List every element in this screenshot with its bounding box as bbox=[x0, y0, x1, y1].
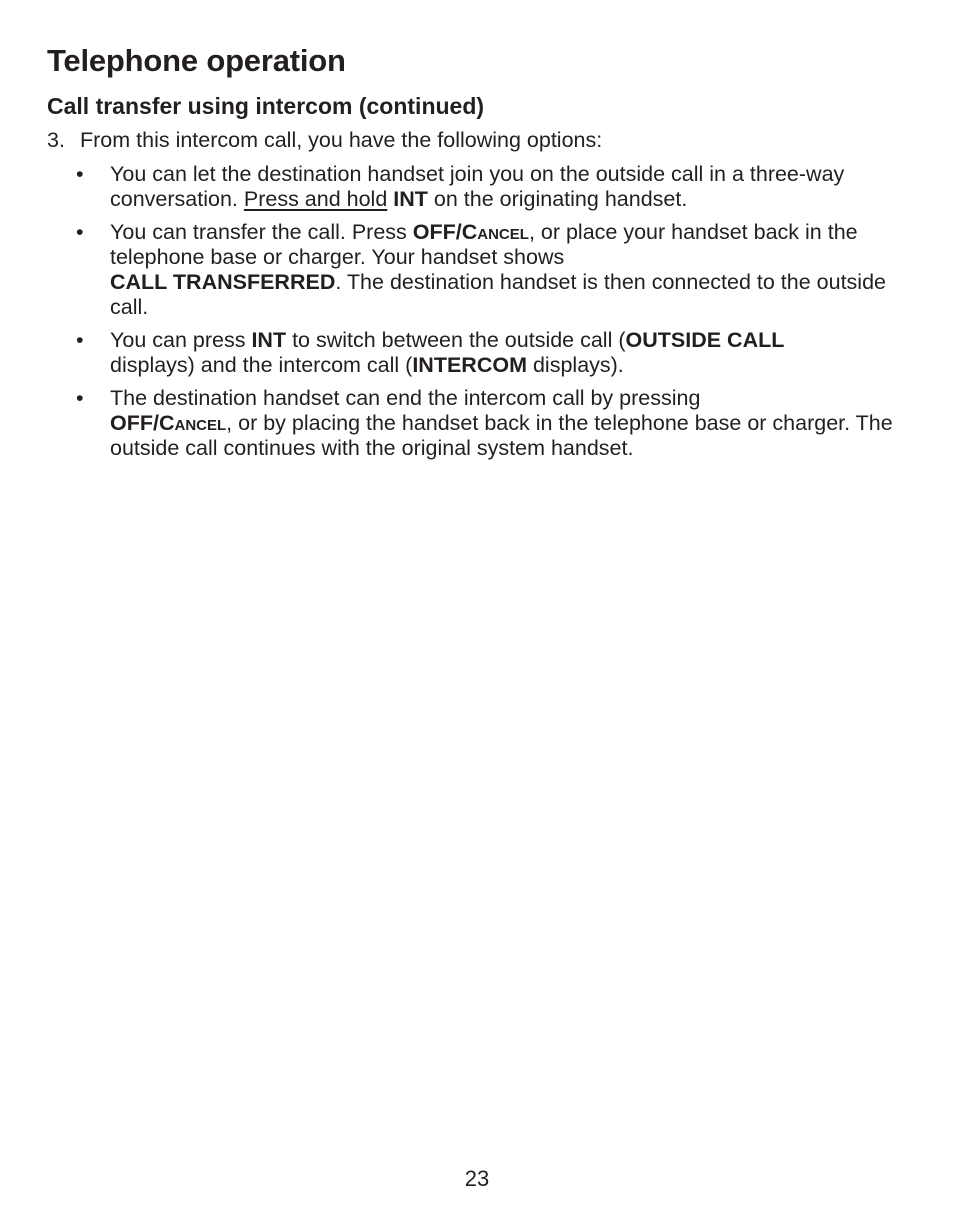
bullet-icon: • bbox=[76, 328, 84, 352]
bullet-icon: • bbox=[76, 162, 84, 186]
cancel-key: Cancel bbox=[461, 220, 529, 244]
step-text: From this intercom call, you have the following options: bbox=[80, 128, 603, 152]
bullet-icon: • bbox=[76, 386, 84, 410]
page-title: Telephone operation bbox=[47, 43, 346, 78]
step-number: 3. bbox=[47, 128, 65, 152]
page-number: 23 bbox=[464, 1166, 490, 1191]
int-key: INT bbox=[251, 328, 287, 352]
press-and-hold-text: Press and hold bbox=[243, 187, 388, 211]
step-3 bbox=[47, 128, 602, 153]
display-call-transferred: CALL TRANSFERRED bbox=[110, 270, 336, 294]
list-item-text: You can let the destination handset join you on the outside call in a three-way conversation. Press and hold INT on the originating handset. bbox=[110, 162, 845, 211]
display-outside-call: OUTSIDE CALL bbox=[625, 328, 785, 352]
list-item-text: You can transfer the call. Press OFF/Cancel, or place your handset back in the telephone base or charger. Your handset shows CALL TRANSFERRED. The destination handset is then connected to the outside call. bbox=[110, 220, 886, 319]
display-intercom: INTERCOM bbox=[412, 353, 527, 377]
off-key: OFF/ bbox=[110, 411, 159, 435]
section-heading: Call transfer using intercom (continued) bbox=[47, 93, 485, 119]
off-key: OFF/ bbox=[412, 220, 462, 244]
list-item-text: The destination handset can end the intercom call by pressing OFF/Cancel, or by placing the handset back in the telephone base or charger. The outside call continues with the original system handset. bbox=[110, 386, 893, 460]
cancel-key: Cancel bbox=[158, 411, 227, 435]
list-item-text: You can press INT to switch between the outside call (OUTSIDE CALL displays) and the intercom call (INTERCOM displays). bbox=[110, 328, 785, 377]
bullet-icon: • bbox=[76, 220, 84, 244]
int-key: INT bbox=[393, 187, 428, 211]
